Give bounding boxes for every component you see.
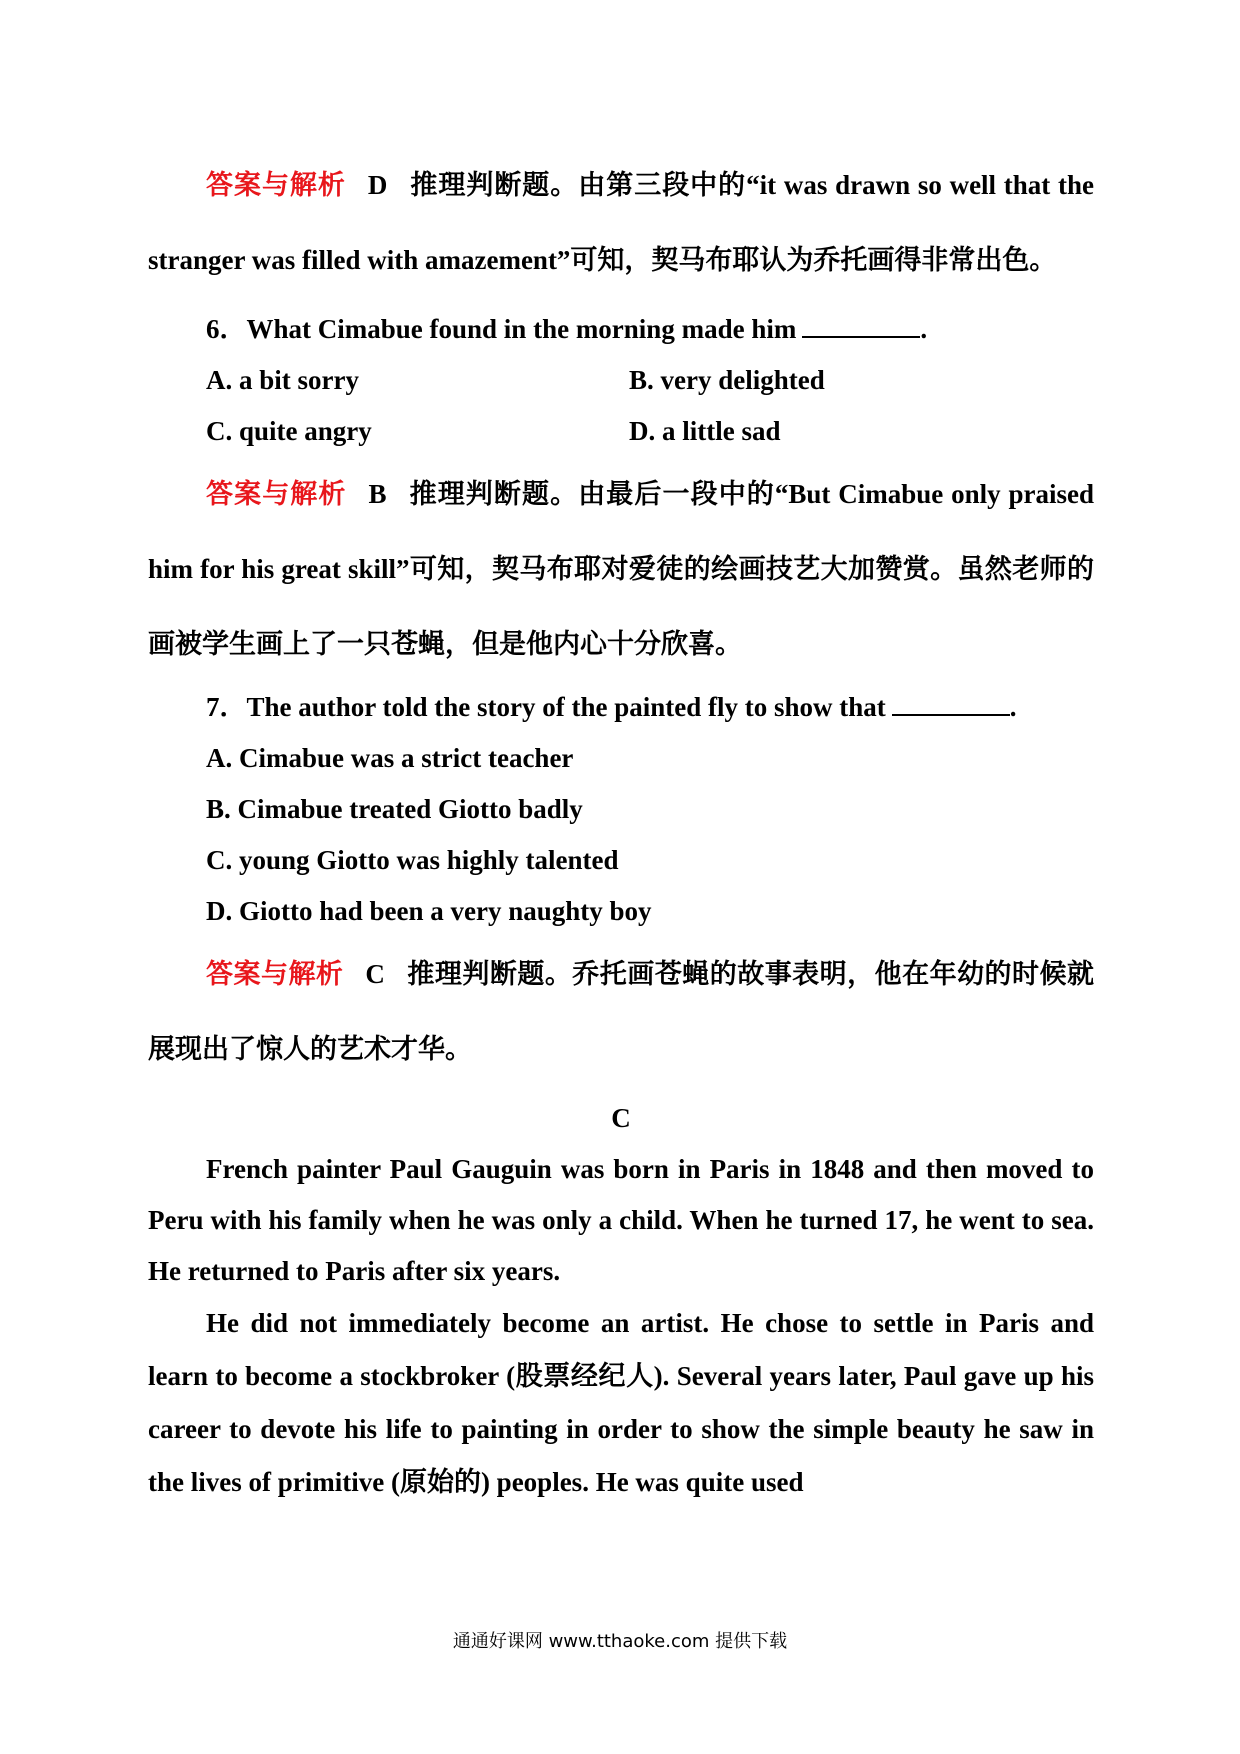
option-c: C. quite angry [206, 416, 372, 446]
option-d: D. a little sad [629, 416, 781, 446]
answer-letter: B [368, 479, 387, 509]
passage-paragraph-1: French painter Paul Gauguin was born in Paris in 1848 and then moved to Peru with his family when he was only a child. When he turned 17, he went to sea. He returned to Paris after six years. [148, 1154, 1094, 1286]
answer-text: 推理判断题。乔托画苍蝇的故事表明，他在年幼的时候就展现出了惊人的艺术才华。 [148, 959, 1095, 1064]
answer-label: 答案与解析 [206, 170, 346, 200]
option-a: A. Cimabue was a strict teacher [206, 743, 574, 773]
option-b: B. Cimabue treated Giotto badly [206, 794, 583, 824]
answer-label: 答案与解析 [206, 959, 344, 989]
answer-text: 推理判断题。由第三段中的“it was drawn so well that the stranger was filled with amazement”可知，契马布耶认为乔托画得非常出色。 [148, 170, 1095, 275]
answer-text: 推理判断题。由最后一段中的“But Cimabue only praised him for his great skill”可知，契马布耶对爱徒的绘画技艺大加赞赏。虽然老师的画被学生画上了一只苍蝇，但是他内心十分欣喜。 [148, 479, 1094, 659]
option-a: A. a bit sorry [206, 365, 359, 395]
options-row-2 [148, 406, 1094, 457]
question-7 [148, 682, 1094, 733]
question-stem: 7．The author told the story of the painted fly to show that [206, 692, 886, 722]
question-stem: 6．What Cimabue found in the morning made him [206, 314, 797, 344]
question-end: . [920, 314, 928, 344]
option-d: D. Giotto had been a very naughty boy [206, 896, 652, 926]
question-end: . [1009, 692, 1017, 722]
option-c: C. young Giotto was highly talented [206, 845, 619, 875]
answer-letter: C [365, 959, 385, 989]
answer-blank [802, 316, 920, 338]
question-6 [148, 304, 1094, 355]
options-row-1 [148, 355, 1094, 406]
page-content [148, 148, 1094, 1509]
answer-explanation-6 [148, 457, 1094, 682]
option-b: B. very delighted [629, 365, 825, 395]
answer-explanation-7 [148, 937, 1094, 1087]
answer-letter: D [367, 170, 388, 200]
page-footer: 通通好课网 www.tthaoke.com 提供下载 [452, 1631, 788, 1652]
answer-blank [892, 694, 1010, 716]
answer-explanation-5 [148, 148, 1094, 298]
answer-label: 答案与解析 [206, 479, 347, 509]
section-title: C [611, 1103, 631, 1133]
passage-paragraph-2: He did not immediately become an artist. He chose to settle in Paris and learn to become a stockbroker (股票经纪人). Several years later, Paul gave up his career to devote his life to painting in order to show the simple beauty he saw in the lives of primitive (原始的) peoples. He was quite used [148, 1308, 1094, 1497]
